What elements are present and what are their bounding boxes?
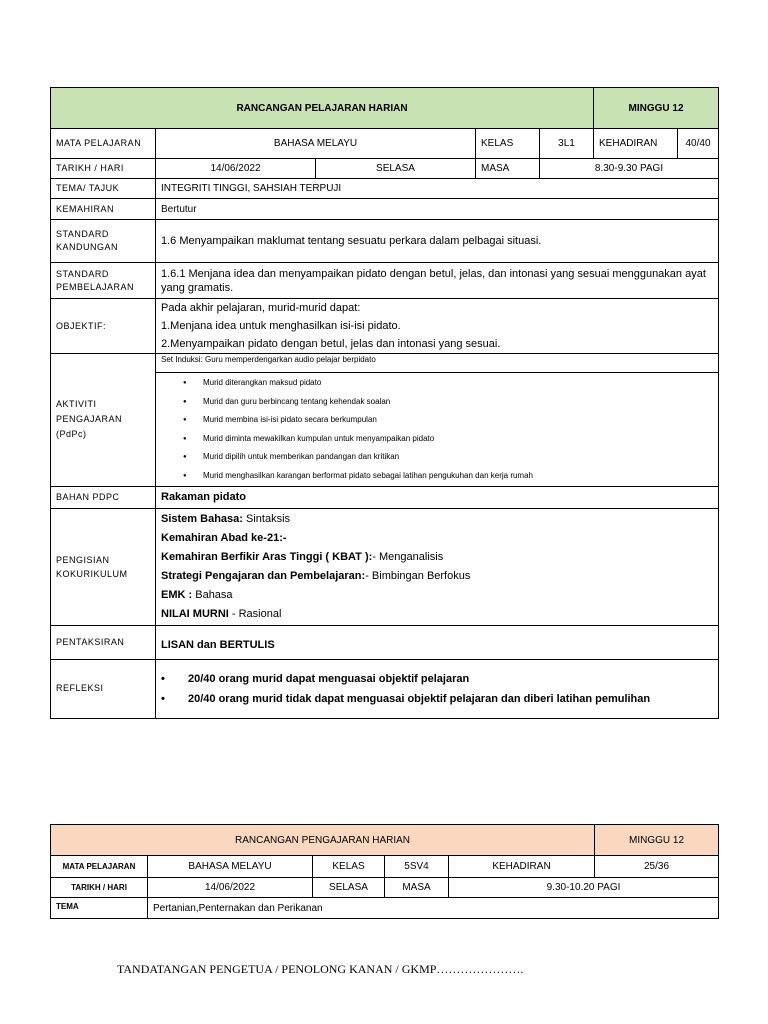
plan-title: RANCANGAN PENGAJARAN HARIAN [51,825,595,856]
attendance-label: KEHADIRAN [594,129,678,159]
activity-list [156,374,718,486]
reflection-list [156,659,719,718]
class-label: KELAS [476,129,540,159]
list-item: ● Murid dan guru berbincang tentang kehendak soalan [183,393,718,412]
material-value: Rakaman pidato [156,486,719,508]
list-item: • 20/40 orang murid dapat menguasai objektif pelajaran [161,672,470,685]
signature-line: TANDATANGAN PENGETUA / PENOLONG KANAN / GKMP…………………. [117,962,524,976]
objective-line: Pada akhir pelajaran, murid-murid dapat: [161,302,361,314]
activity-label: AKTIVITI PENGAJARAN (PdPc) [51,354,156,487]
list-item: • 20/40 orang murid tidak dapat menguasai objektif pelajaran dan diberi latihan pemulihan [161,692,651,705]
list-item: Kemahiran Berfikir Aras Tinggi ( KBAT ):- Menganalisis [161,550,444,563]
reflection-label: REFLEKSI [51,659,156,718]
theme-label: TEMA [51,898,148,919]
time-label: MASA [476,159,540,179]
time-value: 9.30-10.20 PAGI [449,878,719,898]
attendance-label: KEHADIRAN [449,856,595,878]
subject-value: BAHASA MELAYU [156,129,476,159]
cocurriculum-label: PENGISIAN KOKURIKULUM [51,508,156,625]
content-standard-label: STANDARD KANDUNGAN [51,220,156,263]
lesson-plan-table-1 [50,87,719,719]
subject-label: MATA PELAJARAN [51,129,156,159]
class-value: 3L1 [540,129,594,159]
objective-list [156,299,719,354]
date-label: TARIKH / HARI [51,878,148,898]
list-item: ● Murid diminta mewakilkan kumpulan untuk menyampaikan pidato [183,430,718,449]
learning-standard-label: STANDARD PEMBELAJARAN [51,263,156,299]
list-item: ● Murid dipilih untuk memberikan pandangan dan kritikan [183,448,718,467]
list-item: ● Murid menghasilkan karangan berformat pidato sebagai latihan pengukuhan dan kerja rumah [183,467,718,486]
content-standard-value: 1.6 Menyampaikan maklumat tentang sesuatu perkara dalam pelbagai situasi. [156,220,719,263]
list-item: NILAI MURNI - Rasional [161,607,282,620]
objective-label: OBJEKTIF: [51,299,156,354]
plan-title: RANCANGAN PELAJARAN HARIAN [51,88,594,129]
subject-value: BAHASA MELAYU [148,856,313,878]
material-label: BAHAN PDPC [51,486,156,508]
week-label: MINGGU 12 [594,88,719,129]
attendance-value: 40/40 [678,129,719,159]
subject-label: MATA PELAJARAN [51,856,148,878]
day-value: SELASA [316,159,476,179]
skill-label: KEMAHIRAN [51,199,156,220]
list-item: EMK : Bahasa [161,588,233,601]
time-value: 8.30-9.30 PAGI [540,159,719,179]
theme-label: TEMA/ TAJUK [51,179,156,199]
assessment-value: LISAN dan BERTULIS [156,625,719,659]
week-label: MINGGU 12 [595,825,719,856]
attendance-value: 25/36 [595,856,719,878]
activity-cell [156,354,719,487]
theme-value: Pertanian,Penternakan dan Perikanan [148,898,719,919]
assessment-label: PENTAKSIRAN [51,625,156,659]
date-value: 14/06/2022 [148,878,313,898]
date-value: 14/06/2022 [156,159,316,179]
list-item: ● Murid membina isi-isi pidato secara berkumpulan [183,411,718,430]
list-item: Strategi Pengajaran dan Pembelajaran:- Bimbingan Berfokus [161,569,471,582]
time-label: MASA [385,878,449,898]
learning-standard-value: 1.6.1 Menjana idea dan menyampaikan pidato dengan betul, jelas, dan intonasi yang sesuai menggunakan ayat yang gramatis. [156,263,719,299]
list-item: Sistem Bahasa: Sintaksis [161,512,291,525]
date-label: TARIKH / HARI [51,159,156,179]
theme-value: INTEGRITI TINGGI, SAHSIAH TERPUJI [156,179,719,199]
lesson-plan-table-2 [50,824,719,919]
cocurriculum-list [156,508,719,625]
induction-set: Set Induksi: Guru memperdengarkan audio pelajar berpidato [161,355,376,364]
class-label: KELAS [313,856,385,878]
objective-line: 2.Menyampaikan pidato dengan betul, jelas dan intonasi yang sesuai. [161,338,501,350]
list-item: ● Murid diterangkan maksud pidato [183,374,718,393]
day-value: SELASA [313,878,385,898]
objective-line: 1.Menjana idea untuk menghasilkan isi-isi pidato. [161,320,401,332]
class-value: 5SV4 [385,856,449,878]
list-item: Kemahiran Abad ke-21:- [161,531,287,544]
skill-value: Bertutur [156,199,719,220]
